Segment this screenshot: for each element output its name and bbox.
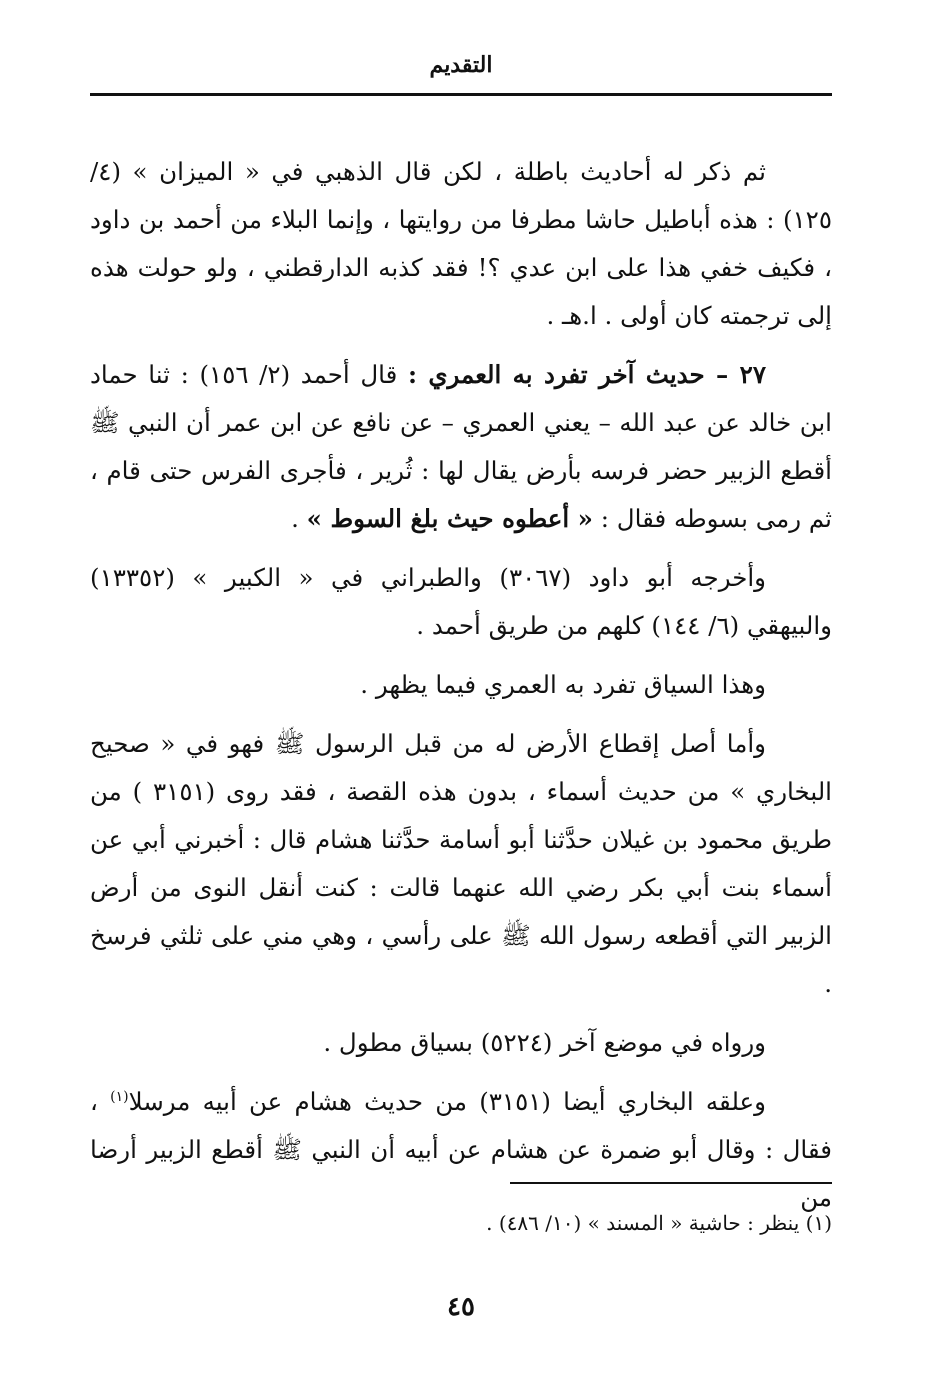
paragraph-text: وعلقه البخاري أيضا (٣١٥١) من حديث هشام عن أبيه مرسلا [128,1087,767,1116]
paragraph [90,1078,832,1222]
header-rule [90,93,832,96]
paragraph-text: قال أحمد (٢/ ١٥٦) : ثنا حماد ابن خالد عن عبد الله – يعني العمري – عن نافع عن ابن عمر أن النبي ﷺ أقطع الزبير حضر فرسه بأرض يقال لها : ثُرير ، فأجرى الفرس حتى قام ، ثم رمى بسوطه فقال : [90,360,832,533]
paragraph [90,148,832,340]
page-number: ٤٥ [447,1292,475,1322]
paragraph [90,720,832,1008]
paragraph-text: ثم ذكر له أحاديث باطلة ، لكن قال الذهبي في « الميزان » (٤/ ١٢٥) : هذه أباطيل حاشا مطرفا من روايتها ، وإنما البلاء من أحمد بن داود ، فكيف خفي هذا على ابن عدي ؟! فقد كذبه الدارقطني ، ولو حولت هذه إلى ترجمته كان أولى . ا.هـ . [90,157,832,330]
footnote-rule [510,1182,832,1184]
paragraph-text: ورواه في موضع آخر (٥٢٢٤) بسياق مطول . [323,1028,766,1057]
running-head: التقديم [429,52,493,78]
paragraph [90,661,832,709]
hadith-quote: « أعطوه حيث بلغ السوط » [306,504,593,533]
hadith-heading: ٢٧ – حديث آخر تفرد به العمري : [407,360,766,389]
footnote-marker: (١) [110,1088,129,1105]
paragraph-text: وأخرجه أبو داود (٣٠٦٧) والطبراني في « الكبير » (١٣٣٥٢) والبيهقي (٦/ ١٤٤) كلهم من طريق أحمد . [90,563,832,640]
body-text [90,148,832,1233]
paragraph [90,351,832,543]
paragraph [90,554,832,650]
footnote: (١) ينظر : حاشية « المسند » (١٠/ ٤٨٦) . [486,1211,832,1235]
paragraph [90,1019,832,1067]
paragraph-text: وأما أصل إقطاع الأرض له من قبل الرسول ﷺ فهو في « صحيح البخاري » من حديث أسماء ، بدون هذه القصة ، فقد روى (٣١٥١ ) من طريق محمود بن غيلان حدَّثنا أبو أسامة حدَّثنا هشام قال : أخبرني أبي عن أسماء بنت أبي بكر رضي الله عنهما قالت : كنت أنقل النوى من أرض الزبير التي أقطعه رسول الله ﷺ على رأسي ، وهي مني على ثلثي فرسخ . [90,729,832,998]
paragraph-tail: . [291,504,307,533]
paragraph-tail: ، فقال : وقال أبو ضمرة عن هشام عن أبيه أن النبي ﷺ أقطع الزبير أرضا من [90,1087,832,1212]
paragraph-text: وهذا السياق تفرد به العمري فيما يظهر . [360,670,766,699]
